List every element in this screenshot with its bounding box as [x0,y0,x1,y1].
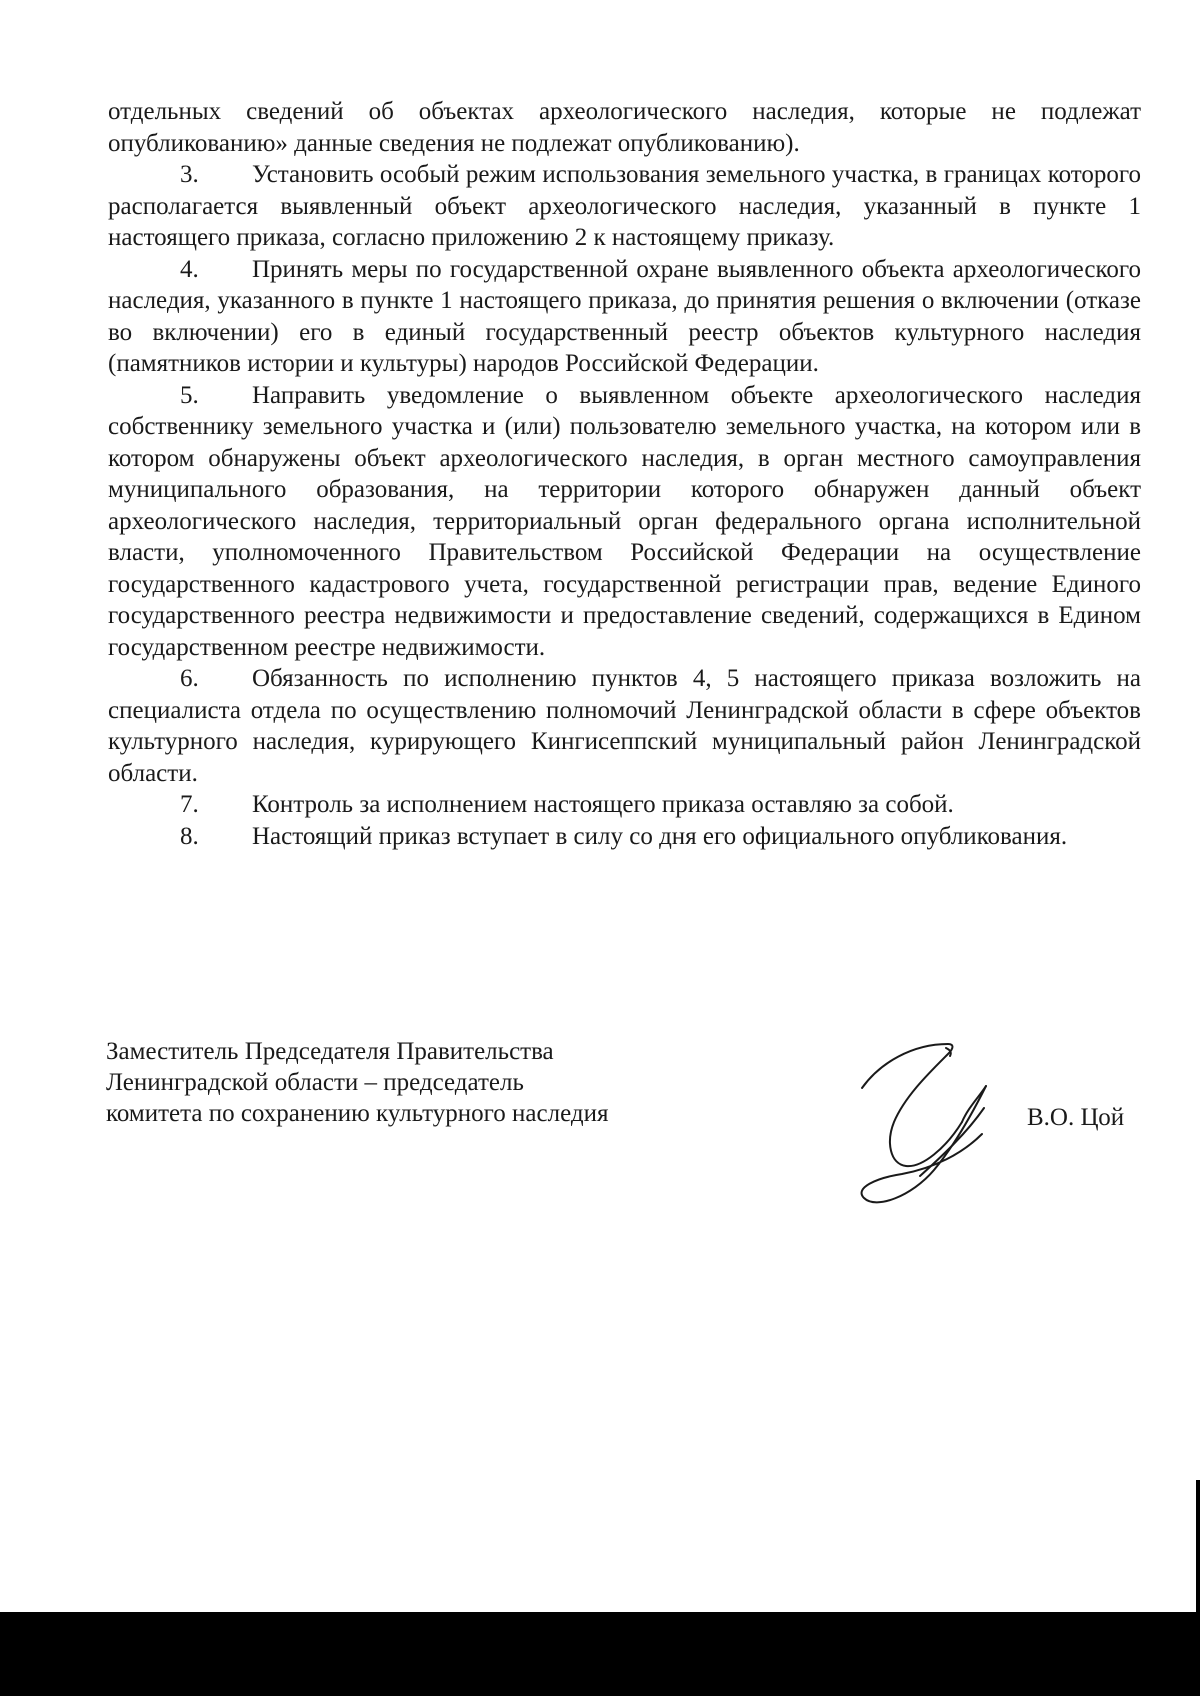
position-line: Ленинградской области – председатель [106,1069,524,1096]
paragraph-8 [108,821,1141,853]
intro-continuation-paragraph: отдельных сведений об объектах археологического наследия, которые не подлежат опубликованию» данные сведения не подлежат опубликованию). [108,98,1141,157]
handwritten-signature [850,1038,1025,1208]
paragraph-text: Обязанность по исполнению пунктов 4, 5 настоящего приказа возложить на специалиста отдела по осуществлению полномочий Ленинградской области в сфере объектов культурного наследия, курирующего Кингисеппский муниципальный район Ленинградской области. [108,665,1141,787]
paragraph-text: Контроль за исполнением настоящего приказа оставляю за собой. [252,791,954,818]
signatory-position [106,1036,608,1129]
paragraph-number: 4. [180,255,199,283]
paragraph-7 [108,789,1141,821]
document-body [108,96,1141,852]
paragraph-4 [108,254,1141,380]
paragraph-number: 8. [180,822,199,850]
paragraph-number: 5. [180,381,199,409]
paragraph-number: 6. [180,665,199,692]
paragraph-3 [108,159,1141,254]
paragraph-6 [108,663,1141,789]
paragraph-text: Установить особый режим использования земельного участка, в границах которого располагается выявленный объект археологического наследия, указанный в пункте 1 настоящего приказа, согласно приложению 2 к настоящему приказу. [108,161,1141,251]
position-line: Заместитель Председателя Правительства [106,1038,554,1065]
scan-edge [1196,1480,1200,1612]
signature-stroke [862,1044,962,1166]
signature-stroke [862,1086,986,1202]
scan-bottom-band [0,1612,1200,1696]
paragraph-number: 3. [180,161,199,188]
paragraph-5 [108,380,1141,664]
paragraph-text: Направить уведомление о выявленном объекте археологического наследия собственнику земельного участка и (или) пользователю земельного участка, на котором или в котором обнаружены объект археологического наследия, в орган местного самоуправления муниципального образования, на территории которого обнаружен данный объект археологического наследия, территориальный орган федерального органа исполнительной власти, уполномоченного Правительством Российской Федерации на осуществление государственного кадастрового учета, государственной регистрации прав, ведение Единого государственного реестра недвижимости и предоставление сведений, содержащихся в Едином государственном реестре недвижимости. [108,381,1141,661]
paragraph-text: Настоящий приказ вступает в силу со дня его официального опубликования. [252,822,1068,850]
signer-name: В.О. Цой [1027,1104,1125,1131]
position-line: комитета по сохранению культурного наследия [106,1100,609,1127]
paragraph-number: 7. [180,791,199,818]
paragraph-text: Принять меры по государственной охране выявленного объекта археологического наследия, указанного в пункте 1 настоящего приказа, до принятия решения о включении (отказе во включении) его в единый государственный реестр объектов культурного наследия (памятников истории и культуры) народов Российской Федерации. [108,255,1141,377]
